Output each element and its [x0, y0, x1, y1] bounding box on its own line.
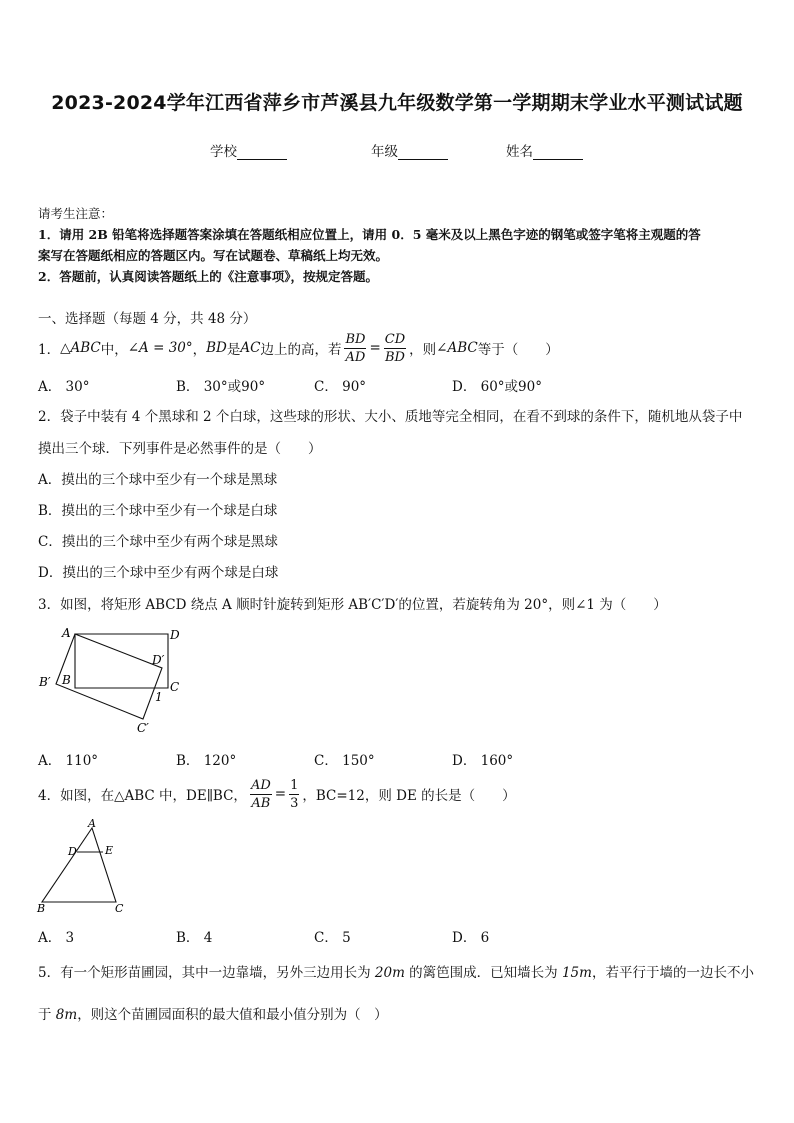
q5-line-2: [38, 1003, 388, 1023]
triangle-abc: [42, 828, 116, 902]
q3-option-b[interactable]: B． 120°: [176, 753, 237, 769]
grade-field: [371, 140, 448, 160]
label-angle-1: 1: [155, 690, 163, 704]
q5-min-length: 8m: [55, 1007, 78, 1023]
q1-number: 1．: [38, 342, 61, 358]
label-b-prime: B′: [39, 675, 51, 689]
q4-option-c[interactable]: C． 5: [314, 930, 351, 946]
q4-equals: =: [274, 786, 287, 802]
q4-option-a[interactable]: A． 3: [38, 930, 75, 946]
q5-text: 5．有一个矩形苗圃园，其中一边靠墙，另外三边用长为: [38, 965, 375, 981]
q4-text: ，BC=12，则 DE 的长是（ ）: [302, 788, 516, 804]
q2-option-d[interactable]: D．摸出的三个球中至少有两个球是白球: [38, 565, 279, 581]
q5-text: 的篱笆围成．已知墙长为: [404, 965, 562, 981]
q1-text: ，则: [409, 342, 437, 358]
label-d-prime: D′: [152, 653, 165, 667]
q2-line-2: 摸出三个球．下列事件是必然事件的是（ ）: [38, 441, 322, 457]
label-d: D: [170, 628, 180, 642]
notice-item1-line2: 案写在答题纸相应的答题区内。写在试题卷、草稿纸上均无效。: [38, 248, 389, 263]
q3-line: 3．如图，将矩形 ABCD 绕点 A 顺时针旋转到矩形 AB′C′D′的位置，若旋转角为 20°，则∠1 为（ ）: [38, 597, 667, 613]
question-1: [38, 330, 559, 366]
q4-option-b[interactable]: B． 4: [176, 930, 213, 946]
q5-wall-length: 15m: [561, 965, 592, 981]
label-c: C: [170, 680, 180, 694]
school-blank: [237, 145, 287, 160]
q1-target-angle: ∠ABC: [436, 340, 478, 356]
notice-item2: 2．答题前，认真阅读答题纸上的《注意事项》，按规定答题。: [38, 269, 378, 284]
q1-equals: =: [369, 340, 381, 356]
q4-fraction-2: $\frac{1}{3}$: [290, 777, 299, 811]
name-blank: [533, 145, 583, 160]
q4-option-d[interactable]: D． 6: [452, 930, 490, 946]
q1-option-c[interactable]: C． 90°: [314, 379, 367, 395]
q1-text: 中，: [100, 342, 128, 358]
q3-option-a[interactable]: A． 110°: [38, 753, 99, 769]
label-a: A: [88, 818, 96, 830]
q5-text: ，若平行于墙的一边长不小: [591, 965, 754, 981]
q5-text: 于: [38, 1007, 56, 1023]
label-d: D: [68, 845, 77, 858]
label-a: A: [62, 626, 71, 640]
q2-option-c[interactable]: C．摸出的三个球中至少有两个球是黑球: [38, 534, 278, 550]
q4-text: 4．如图，在△ABC 中，DE∥BC，: [38, 788, 247, 804]
name-field: [506, 140, 583, 160]
q3-option-c[interactable]: C． 150°: [314, 753, 375, 769]
q1-text: 边上的高，若: [260, 342, 342, 358]
section-heading: 一、选择题（每题 4 分，共 48 分）: [38, 311, 257, 327]
q2-option-a[interactable]: A．摸出的三个球中至少有一个球是黑球: [38, 472, 278, 488]
q5-line-1: [38, 961, 754, 981]
q1-option-a[interactable]: A． 30°: [38, 379, 90, 395]
q1-fraction-1: $\frac{BD}{AD}$: [345, 331, 366, 365]
school-label: 学校: [210, 144, 237, 160]
q2-line-1: 2．袋子中装有 4 个黑球和 2 个白球，这些球的形状、大小、质地等完全相同，在看不到球的条件下，随机地从袋子中: [38, 409, 743, 425]
q1-option-b[interactable]: B． 30°或90°: [176, 379, 266, 395]
school-field: [210, 140, 287, 160]
q4-triangle-figure: [36, 818, 131, 916]
q1-segment: BD: [206, 340, 227, 356]
q1-triangle: △ABC: [60, 340, 101, 356]
q1-side: AC: [240, 340, 261, 356]
notice-item1-line1: 1．请用 2B 铅笔将选择题答案涂填在答题纸相应位置上，请用 0．5 毫米及以上黑色字迹的钢笔或签字笔将主观题的答: [38, 227, 701, 242]
q3-option-d[interactable]: D． 160°: [452, 753, 514, 769]
name-label: 姓名: [506, 144, 533, 160]
grade-label: 年级: [371, 144, 398, 160]
question-4: [38, 776, 516, 812]
grade-blank: [398, 145, 448, 160]
q5-text: ，则这个苗圃园面积的最大值和最小值分别为（ ）: [77, 1007, 388, 1023]
q1-option-d[interactable]: D． 60°或90°: [452, 379, 542, 395]
q1-text: 是: [226, 342, 241, 358]
q3-rectangle-figure: [36, 624, 196, 739]
q4-fraction-1: $\frac{AD}{AB}$: [250, 777, 271, 811]
q5-fence-length: 20m: [374, 965, 405, 981]
notice-heading: 请考生注意：: [38, 206, 114, 221]
q1-fraction-2: $\frac{CD}{BD}$: [384, 331, 406, 365]
page-title: 2023-2024学年江西省萍乡市芦溪县九年级数学第一学期期末学业水平测试试题: [51, 92, 743, 114]
q2-option-b[interactable]: B．摸出的三个球中至少有一个球是白球: [38, 503, 278, 519]
q1-text: 等于（ ）: [477, 342, 559, 358]
label-c-prime: C′: [137, 721, 149, 735]
label-b: B: [37, 902, 46, 915]
rectangle-ab-c-d-prime: [56, 634, 162, 719]
q1-angle: ∠A = 30°: [127, 340, 193, 356]
q1-text: ，: [192, 342, 207, 358]
label-b: B: [62, 673, 71, 687]
label-c: C: [115, 902, 124, 915]
label-e: E: [105, 844, 114, 857]
